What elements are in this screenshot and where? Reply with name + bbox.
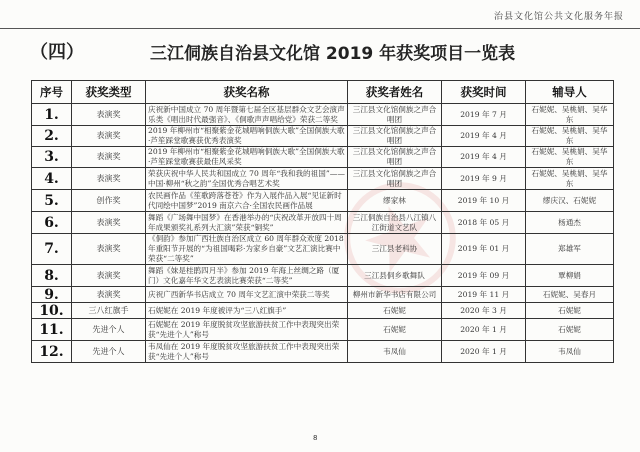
cell-tutor: 石妮妮、吴桃娟、吴华东 xyxy=(526,168,614,190)
cell-name: 庆祝广西新华书店成立 70 周年文艺汇演中荣获二等奖 xyxy=(146,287,348,303)
cell-name: 石妮妮在 2019 年度被评为“三八红旗手” xyxy=(146,303,348,319)
cell-seq: 12. xyxy=(32,341,72,363)
page-header xyxy=(0,4,640,29)
cell-winner: 石妮妮 xyxy=(348,319,442,341)
cell-type: 三八红旗手 xyxy=(72,303,146,319)
cell-tutor: 郑雄军 xyxy=(526,234,614,265)
cell-name: 舞蹈《妹是桂鹃四月半》参加 2019 年海上丝绸之路（厦门）文化嘉年华文艺表演比赛荣获“二等奖” xyxy=(146,265,348,287)
cell-tutor: 覃柳娟 xyxy=(526,265,614,287)
awards-table xyxy=(31,80,614,363)
cell-type: 表演奖 xyxy=(72,234,146,265)
cell-tutor: 韦凤仙 xyxy=(526,341,614,363)
page-number: 8 xyxy=(313,434,318,442)
cell-winner: 三江县文化馆侗族之声合唱团 xyxy=(348,147,442,168)
cell-seq: 7. xyxy=(32,234,72,265)
cell-type: 先进个人 xyxy=(72,319,146,341)
table-row xyxy=(32,190,614,212)
running-title: 治县文化馆公共文化服务年报 xyxy=(493,12,624,22)
header-tutor: 辅导人 xyxy=(526,81,614,104)
header-name: 获奖名称 xyxy=(146,81,348,104)
cell-tutor: 石妮妮、吴桃娟、吴华东 xyxy=(526,126,614,147)
table-row xyxy=(32,287,614,303)
cell-name: 舞蹈《广场舞中国梦》在香港举办的“庆祝改革开放四十周年成果颁奖礼系列大汇演”荣获“铜奖” xyxy=(146,212,348,234)
cell-winner: 缪家林 xyxy=(348,190,442,212)
cell-type: 表演奖 xyxy=(72,104,146,126)
cell-winner: 三江县侗乡歌舞队 xyxy=(348,265,442,287)
section-number: （四） xyxy=(30,42,84,63)
table-row xyxy=(32,212,614,234)
cell-time: 2019 年 9 月 xyxy=(442,168,526,190)
cell-seq: 10. xyxy=(32,303,72,319)
cell-winner: 三江县文化馆侗族之声合唱团 xyxy=(348,168,442,190)
cell-seq: 11. xyxy=(32,319,72,341)
cell-type: 表演奖 xyxy=(72,265,146,287)
cell-name: 《侗韵》参加广西壮族自治区成立 60 周年群众欢度 2018 年重阳节开展的“为祖国喝彩·为家乡自豪”文艺汇演比赛中荣获“二等奖” xyxy=(146,234,348,265)
cell-seq: 9. xyxy=(32,287,72,303)
cell-winner: 三江县文化馆侗族之声合唱团 xyxy=(348,104,442,126)
cell-seq: 1. xyxy=(32,104,72,126)
cell-tutor: 石妮妮、吴桃娟、吴华东 xyxy=(526,104,614,126)
cell-type: 先进个人 xyxy=(72,341,146,363)
header-time: 获奖时间 xyxy=(442,81,526,104)
cell-seq: 4. xyxy=(32,168,72,190)
cell-time: 2020 年 1 月 xyxy=(442,319,526,341)
header-winner: 获奖者姓名 xyxy=(348,81,442,104)
cell-winner: 石妮妮 xyxy=(348,303,442,319)
cell-name: 2019 年柳州市“相聚紫金花城唱响侗族大歌”全国侗族大歌·芦笙踩堂歌赛获最佳风采奖 xyxy=(146,147,348,168)
cell-type: 表演奖 xyxy=(72,287,146,303)
cell-type: 表演奖 xyxy=(72,168,146,190)
table-row xyxy=(32,265,614,287)
cell-time: 2019 年 11 月 xyxy=(442,287,526,303)
cell-seq: 3. xyxy=(32,147,72,168)
cell-time: 2018 年 05 月 xyxy=(442,212,526,234)
cell-tutor: 杨通杰 xyxy=(526,212,614,234)
header-seq: 序号 xyxy=(32,81,72,104)
cell-type: 表演奖 xyxy=(72,126,146,147)
table-row xyxy=(32,104,614,126)
cell-time: 2019 年 7 月 xyxy=(442,104,526,126)
cell-winner: 三江侗族自治县八江镇八江街道文艺队 xyxy=(348,212,442,234)
cell-tutor: 缪庆汉、石妮妮 xyxy=(526,190,614,212)
cell-time: 2020 年 1 月 xyxy=(442,341,526,363)
cell-time: 2019 年 10 月 xyxy=(442,190,526,212)
table-row xyxy=(32,341,614,363)
cell-name: 石妮妮在 2019 年度脱贫攻坚旅游扶贫工作中表现突出荣获“先进个人”称号 xyxy=(146,319,348,341)
cell-type: 表演奖 xyxy=(72,212,146,234)
cell-tutor: 石妮妮 xyxy=(526,303,614,319)
cell-time: 2019 年 01 月 xyxy=(442,234,526,265)
cell-tutor: 石妮妮、吴春月 xyxy=(526,287,614,303)
cell-tutor: 石妮妮、吴桃娟、吴华东 xyxy=(526,147,614,168)
table-header-row xyxy=(32,81,614,104)
page-title: 三江侗族自治县文化馆 2019 年获奖项目一览表 xyxy=(150,44,516,64)
cell-time: 2019 年 4 月 xyxy=(442,147,526,168)
table-row xyxy=(32,147,614,168)
cell-seq: 2. xyxy=(32,126,72,147)
cell-name: 农民画作品《笙歌跨落苍苍》作为入展作品入展“见证新时代同绘中国梦”2019 南京六合·全国农民画作品展 xyxy=(146,190,348,212)
section-heading xyxy=(30,38,620,64)
cell-seq: 6. xyxy=(32,212,72,234)
table-row xyxy=(32,168,614,190)
cell-type: 创作奖 xyxy=(72,190,146,212)
cell-winner: 韦凤仙 xyxy=(348,341,442,363)
header-type: 获奖类型 xyxy=(72,81,146,104)
cell-type: 表演奖 xyxy=(72,147,146,168)
cell-name: 2019 年柳州市“相聚紫金花城唱响侗族大歌”全国侗族大歌·芦笙踩堂歌赛获优秀表演奖 xyxy=(146,126,348,147)
cell-tutor: 石妮妮 xyxy=(526,319,614,341)
table-row xyxy=(32,303,614,319)
table-row xyxy=(32,126,614,147)
cell-name: 韦凤仙在 2019 年度脱贫攻坚旅游扶贫工作中表现突出荣获“先进个人”称号 xyxy=(146,341,348,363)
cell-seq: 5. xyxy=(32,190,72,212)
cell-time: 2019 年 4 月 xyxy=(442,126,526,147)
table-row xyxy=(32,234,614,265)
cell-winner: 三江县文化馆侗族之声合唱团 xyxy=(348,126,442,147)
cell-winner: 三江县老科协 xyxy=(348,234,442,265)
cell-name: 荣获庆祝中华人民共和国成立 70 周年“我和我的祖国”——中国·柳州“秋之韵”全国优秀合唱艺术奖 xyxy=(146,168,348,190)
cell-winner: 柳州市新华书店有限公司 xyxy=(348,287,442,303)
table-row xyxy=(32,319,614,341)
cell-time: 2019 年 09 月 xyxy=(442,265,526,287)
cell-seq: 8. xyxy=(32,265,72,287)
cell-name: 庆祝新中国成立 70 周年暨第七届全区基层群众文艺会演声乐类《唱出时代最强音》、《侗歌声声唱给党》荣获二等奖 xyxy=(146,104,348,126)
cell-time: 2020 年 3 月 xyxy=(442,303,526,319)
